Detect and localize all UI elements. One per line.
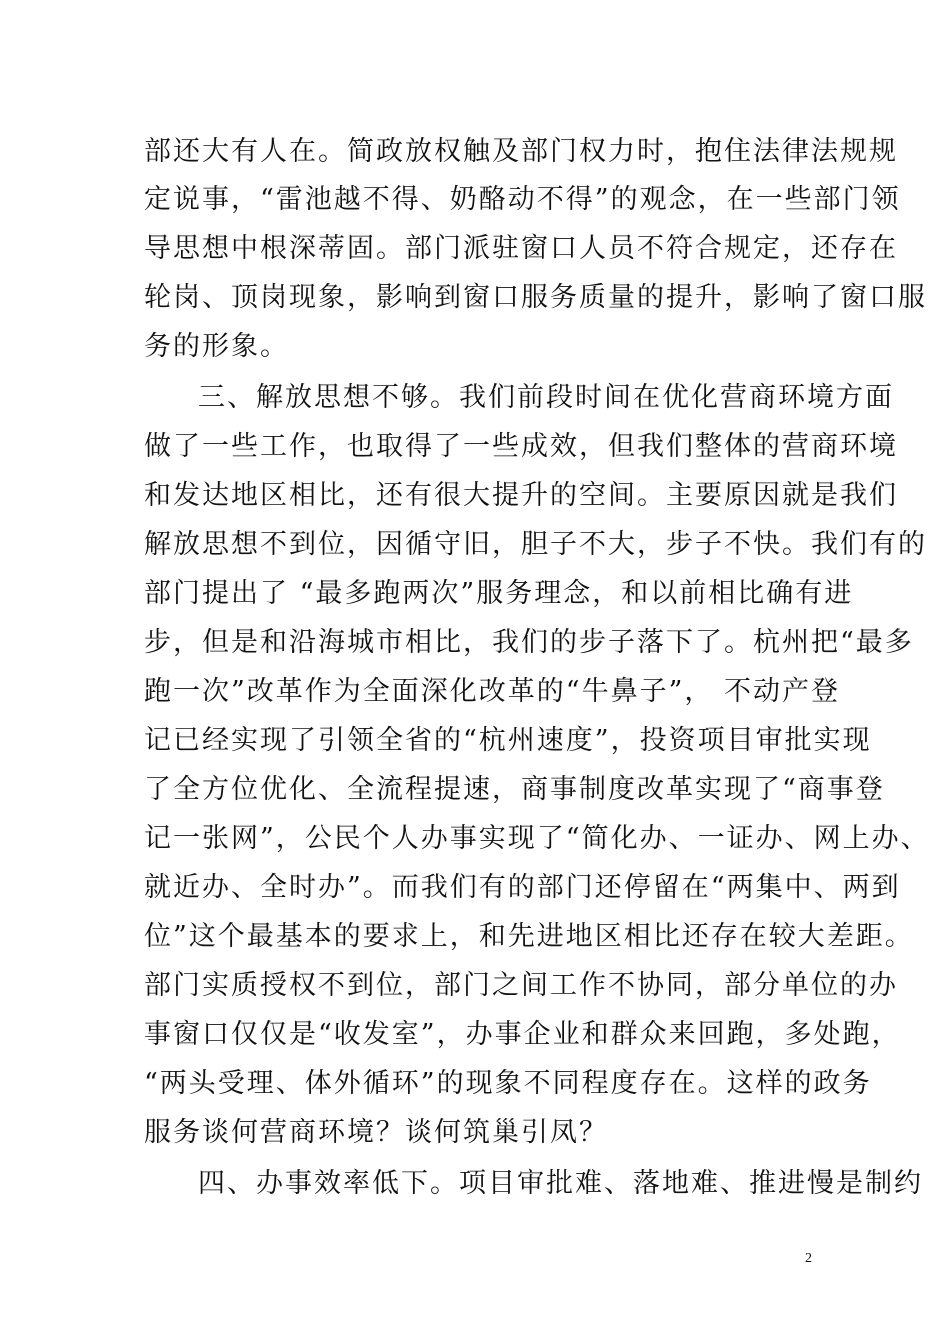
text-line: 做了一些工作，也取得了一些成效，但我们整体的营商环境 [144,431,898,462]
text-line: 位”这个最基本的要求上，和先进地区相比还存在较大差距。 [144,921,914,952]
text-line: 和发达地区相比，还有很大提升的空间。主要原因就是我们 [144,480,898,511]
paragraph-heading-3: 三、解放思想不够。我们前段时间在优化营商环境方面 [198,382,894,413]
text-line: 步，但是和沿海城市相比，我们的步子落下了。杭州把“最多 [144,627,914,658]
text-line: 跑一次”改革作为全面深化改革的“牛鼻子”， 不动产登 [144,676,840,707]
page-number: 2 [805,1251,812,1266]
text-line: 解放思想不到位，因循守旧，胆子不大，步子不快。我们有的 [144,529,927,560]
text-line: 务的形象。 [144,331,289,362]
text-line: 了全方位优化、全流程提速，商事制度改革实现了“商事登 [144,774,885,805]
text-line: 导思想中根深蒂固。部门派驻窗口人员不符合规定，还存在 [144,233,898,264]
text-line: 定说事，“雷池越不得、奶酪动不得”的观念，在一些部门领 [144,184,901,215]
text-line: 部门实质授权不到位，部门之间工作不协同，部分单位的办 [144,970,898,1001]
text-line: 事窗口仅仅是“收发室”，办事企业和群众来回跑，多处跑， [144,1019,901,1050]
paragraph-heading-4: 四、办事效率低下。项目审批难、落地难、推进慢是制约 [198,1168,923,1199]
text-line: 记已经实现了引领全省的“杭州速度”，投资项目审批实现 [144,725,872,756]
text-line: 记一张网”，公民个人办事实现了“简化办、一证办、网上办、 [144,823,930,854]
text-line: 部门提出了 “最多跑两次”服务理念，和以前相比确有进 [144,578,854,609]
text-line: 轮岗、顶岗现象，影响到窗口服务质量的提升，影响了窗口服 [144,282,927,313]
text-line: 服务谈何营商环境？谈何筑巢引凤？ [144,1117,608,1148]
text-line: “两头受理、体外循环”的现象不同程度存在。这样的政务 [144,1068,872,1099]
text-line: 就近办、全时办”。而我们有的部门还停留在“两集中、两到 [144,872,901,903]
text-line: 部还大有人在。简政放权触及部门权力时，抱住法律法规规 [144,136,898,167]
